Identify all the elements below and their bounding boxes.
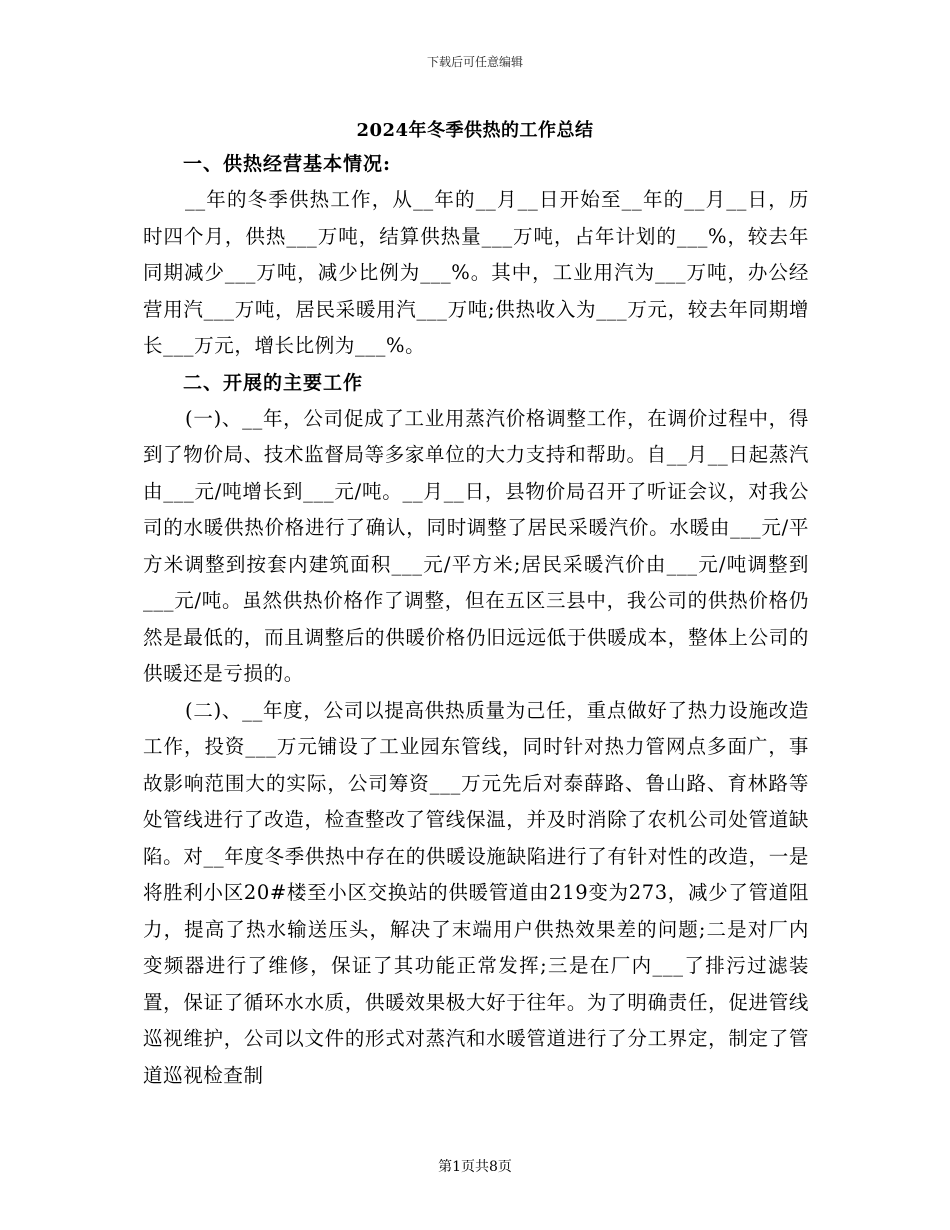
document-title: 2024年冬季供热的工作总结 bbox=[356, 120, 594, 141]
section-heading-1: 一、供热经营基本情况: bbox=[183, 153, 392, 175]
section-2-paragraph-2: (二)、__年度，公司以提高供热质量为己任，重点做好了热力设施改造工作，投资___万元铺设了工业园东管线，同时针对热力管网点多面广，事故影响范围大的实际，公司筹资___万元先后对泰薛路、鲁山路、育林路等处管线进行了改造，检查整改了管线保温，并及时消除了农机公司处管道缺陷。对__年度冬季供热中存在的供暖设施缺陷进行了有针对性的改造，一是将胜利小区20#楼至小区交换站的供暖管道由219变为273，减少了管道阻力，提高了热水输送压头，解决了末端用户供热效果差的问题;二是对厂内变频器进行了维修，保证了其功能正常发挥;三是在厂内___了排污过滤装置，保证了循环水水质，供暖效果极大好于往年。为了明确责任，促进管线巡视维护，公司以文件的形式对蒸汽和水暖管道进行了分工界定，制定了管道巡视检查制 bbox=[143, 698, 809, 1087]
page-number: 第1页共8页 bbox=[438, 1159, 512, 1175]
section-heading-2: 二、开展的主要工作 bbox=[183, 371, 364, 394]
page-header-note: 下载后可任意编辑 bbox=[426, 55, 523, 69]
document-body bbox=[143, 146, 809, 1094]
section-1-paragraph-1: __年的冬季供热工作，从__年的__月__日开始至__年的__月__日，历时四个月，供热___万吨，结算供热量___万吨，占年计划的___%，较去年同期减少___万吨，减少比例为___%。其中，工业用汽为___万吨，办公经营用汽___万吨，居民采暖用汽___万吨;供热收入为___万元，较去年同期增长___万元，增长比例为___%。 bbox=[143, 188, 809, 357]
section-2-paragraph-1: (一)、__年，公司促成了工业用蒸汽价格调整工作，在调价过程中，得到了物价局、技术监督局等多家单位的大力支持和帮助。自__月__日起蒸汽由___元/吨增长到___元/吨。__月__日，县物价局召开了听证会议，对我公司的水暖供热价格进行了确认，同时调整了居民采暖汽价。水暖由___元/平方米调整到按套内建筑面积___元/平方米;居民采暖汽价由___元/吨调整到___元/吨。虽然供热价格作了调整，但在五区三县中，我公司的供热价格仍然是最低的，而且调整后的供暖价格仍旧远远低于供暖成本，整体上公司的供暖还是亏损的。 bbox=[143, 406, 809, 685]
